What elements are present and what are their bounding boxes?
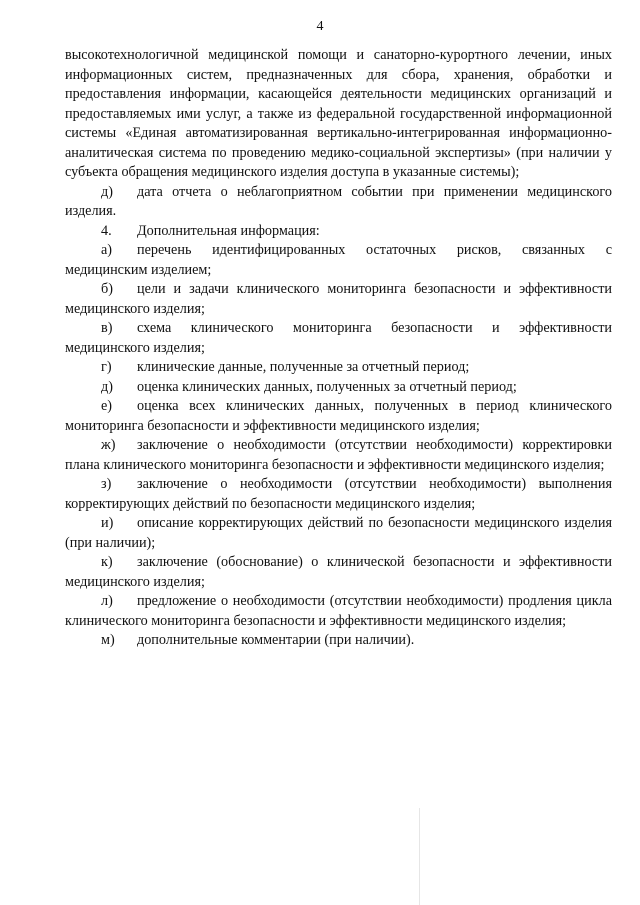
scan-artifact-line <box>419 808 420 905</box>
intro-paragraph: высокотехнологичной медицинской помощи и санаторно-курортного лечении, иных информационных систем, предназначенных для сбора, хранения, обработки и предоставления информации, касающейся деятельности медицинских организаций и предоставляемых ими услуг, а также из федеральной государственной информационной системы «Единая автоматизированная вертикально-интегрированная информационно-аналитическая система по проведению медико-социальной экспертизы» (при наличии у субъекта обращения медицинского изделия доступа в указанные системы); <box>65 47 612 180</box>
list-item <box>65 397 612 436</box>
list-item <box>65 319 612 358</box>
section-number: 4. <box>101 222 112 239</box>
list-item-marker: и) <box>101 515 114 531</box>
list-item-marker: ж) <box>101 437 116 453</box>
list-item <box>65 514 612 553</box>
list-item-d-report-date <box>65 183 612 222</box>
list-item <box>65 378 612 398</box>
list-item-marker: е) <box>101 398 113 414</box>
list-item-marker: з) <box>101 476 112 492</box>
list-item <box>65 241 612 280</box>
list-item-marker: б) <box>101 281 113 297</box>
list-item-marker: м) <box>101 632 115 648</box>
list-item <box>65 553 612 592</box>
list-item <box>65 475 612 514</box>
list-item-text: схема клинического мониторинга безопасности и эффективности медицинского изделия; <box>65 320 612 356</box>
document-body <box>65 46 612 651</box>
list-item <box>65 358 612 378</box>
list-item <box>65 592 612 631</box>
list-item-text: дата отчета о неблагоприятном событии при применении медицинского изделия. <box>65 183 612 219</box>
page-number: 4 <box>316 19 324 34</box>
section-title: Дополнительная информация: <box>137 222 320 239</box>
list-item <box>65 280 612 319</box>
list-item-text: заключение (обоснование) о клинической безопасности и эффективности медицинского изделия; <box>65 554 612 590</box>
list-item <box>65 436 612 475</box>
additional-info-list <box>65 241 612 651</box>
list-item-marker: к) <box>101 554 113 570</box>
list-item-text: цели и задачи клинического мониторинга безопасности и эффективности медицинского изделия; <box>65 281 612 317</box>
list-item-marker: д) <box>101 378 113 395</box>
list-item-text: заключение о необходимости (отсутствии необходимости) корректировки плана клинического мониторинга безопасности и эффективности медицинского изделия; <box>65 437 612 473</box>
list-item-marker: д) <box>101 183 113 200</box>
list-item-text: дополнительные комментарии (при наличии). <box>137 632 415 648</box>
list-item-marker: а) <box>101 242 113 258</box>
list-item-text: перечень идентифицированных остаточных рисков, связанных с медицинским изделием; <box>65 242 612 278</box>
list-item-text: заключение о необходимости (отсутствии необходимости) выполнения корректирующих действий по безопасности медицинского изделия; <box>65 476 612 512</box>
section-heading-4 <box>65 222 612 242</box>
list-item-text: предложение о необходимости (отсутствии необходимости) продления цикла клинического мониторинга безопасности и эффективности медицинского изделия; <box>65 593 612 629</box>
list-item-text: оценка клинических данных, полученных за отчетный период; <box>137 378 517 395</box>
list-item <box>65 631 612 651</box>
list-item-text: клинические данные, полученные за отчетный период; <box>137 359 470 375</box>
list-item-marker: л) <box>101 593 113 609</box>
list-item-marker: в) <box>101 320 113 336</box>
list-item-marker: г) <box>101 359 112 375</box>
list-item-text: описание корректирующих действий по безопасности медицинского изделия (при наличии); <box>65 515 612 551</box>
list-item-text: оценка всех клинических данных, полученных в период клинического мониторинга безопасности и эффективности медицинского изделия; <box>65 398 612 434</box>
